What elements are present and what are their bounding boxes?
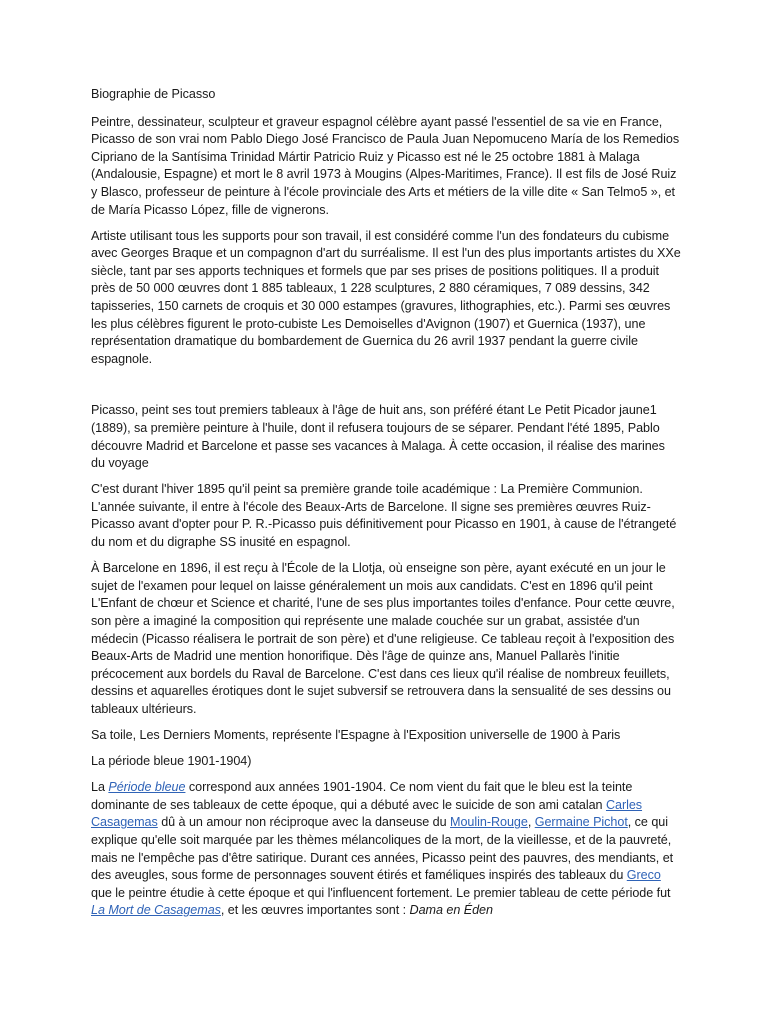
document-body — [91, 86, 681, 928]
link-greco[interactable]: Greco — [626, 868, 661, 883]
paragraph-first-communion: C'est durant l'hiver 1895 qu'il peint sa première grande toile académique : La Première Communion. L'année suivante, il entre à l'école des Beaux-Arts de Barcelone. Il signe ses premières œuvres Ruiz-Picasso avant d'opter pour P. R.-Picasso puis définitivement pour Picasso en 1901, à cause de l'étrangeté du nom et du digraphe SS inusité en espagnol. — [91, 482, 677, 550]
link-la-mort-de-casagemas[interactable]: La Mort de Casagemas — [91, 903, 221, 918]
text-run: La — [91, 780, 109, 795]
paragraph-artist: Artiste utilisant tous les supports pour son travail, il est considéré comme l'un des fondateurs du cubisme avec Georges Braque et un compagnon d'art du surréalisme. Il est l'un des plus importants artistes du XXe siècle, tant par ses apports techniques et formels que par ses prises de positions politiques. Il a produit près de 50 000 œuvres dont 1 885 tableaux, 1 228 sculptures, 2 880 céramiques, 7 089 dessins, 342 tapisseries, 150 carnets de croquis et 30 000 estampes (gravures, lithographies, etc.). Parmi ses œuvres les plus célèbres figurent le proto-cubiste Les Demoiselles d'Avignon (1907) et Guernica (1937), une représentation dramatique du bombardement de Guernica du 26 avril 1937 pendant la guerre civile espagnole. — [91, 228, 681, 366]
paragraph-intro: Peintre, dessinateur, sculpteur et graveur espagnol célèbre ayant passé l'essentiel de sa vie en France, Picasso de son vrai nom Pablo Diego José Francisco de Paula Juan Nepomuceno María de los Remedios Cipriano de la Santísima Trinidad Mártir Patricio Ruiz y Picasso est né le 25 octobre 1881 à Malaga (Andalousie, Espagne) et mort le 8 avril 1973 à Mougins (Alpes-Maritimes, France). Il est fils de José Ruiz y Blasco, professeur de peinture à l'école provinciale des Arts et métiers de la ville dite « San Telmo5 », et de María Picasso López, fille de vignerons. — [91, 114, 680, 217]
text-run: , ce qui explique qu'elle soit marquée par les thèmes mélancoliques de la mort, de la vieillesse, et de la pauvreté, mais ne l'empêche pas d'être satirique. Durant ces années, Picasso peint des pauvres, des mendiants, et des aveugles, sous forme de personnages souvent étirés et faméliques inspirés des tableaux du — [91, 815, 674, 883]
text-run: , — [527, 815, 535, 830]
section-heading-periode-bleue: La période bleue 1901-1904) — [91, 754, 252, 769]
link-moulin-rouge[interactable]: Moulin-Rouge — [450, 815, 528, 830]
document-title: Biographie de Picasso — [91, 87, 216, 101]
text-run: que le peintre étudie à cette époque et qui l'influencent fortement. Le premier tableau de cette période fut — [91, 885, 671, 900]
paragraph-periode-bleue — [91, 779, 681, 920]
link-germaine-pichot[interactable]: Germaine Pichot — [534, 815, 628, 830]
paragraph-derniers-moments: Sa toile, Les Derniers Moments, représente l'Espagne à l'Exposition universelle de 1900 à Paris — [91, 728, 621, 742]
italic-title-dama-en-eden: Dama en Éden — [409, 903, 493, 918]
link-periode-bleue[interactable]: Période bleue — [108, 780, 186, 795]
text-run: dû à un amour non réciproque avec la danseuse du — [157, 815, 451, 830]
text-run: , et les œuvres importantes sont : — [220, 903, 410, 918]
paragraph-barcelona: À Barcelone en 1896, il est reçu à l'École de la Llotja, où enseigne son père, ayant exécuté en un jour le sujet de l'examen pour lequel on laisse généralement un mois aux candidats. C'est en 1896 qu'il peint L'Enfant de chœur et Science et charité, l'une de ses plus importantes toiles d'enfance. Pour cette œuvre, son père a imaginé la composition qui représente une malade couchée sur un grabat, assistée d'un médecin (Picasso réalisera le portrait de son père) et d'une religieuse. Ce tableau reçoit à l'exposition des Beaux-Arts de Madrid une mention honorifique. Dès l'âge de quinze ans, Manuel Pallarès l'initie précocement aux bordels du Raval de Barcelone. C'est dans ces lieux qu'il réalise de nombreux feuillets, dessins et aquarelles érotiques dont le sujet subversif se retrouvera dans la sensualité de ses dessins ou tableaux ultérieurs. — [91, 561, 675, 716]
text-run: correspond aux années 1901-1904. Ce nom vient du fait que le bleu est la teinte dominante de ses tableaux de cette époque, qui a débuté avec le suicide de son ami catalan — [91, 780, 633, 812]
paragraph-first-paintings: Picasso, peint ses tout premiers tableaux à l'âge de huit ans, son préféré étant Le Petit Picador jaune1 (1889), sa première peinture à l'huile, dont il refusera toujours de se séparer. Pendant l'été 1895, Pablo découvre Madrid et Barcelone et passe ses vacances à Malaga. À cette occasion, il réalise des marines du voyage — [91, 403, 665, 471]
link-carles-casagemas[interactable]: Carles Casagemas — [91, 797, 643, 830]
